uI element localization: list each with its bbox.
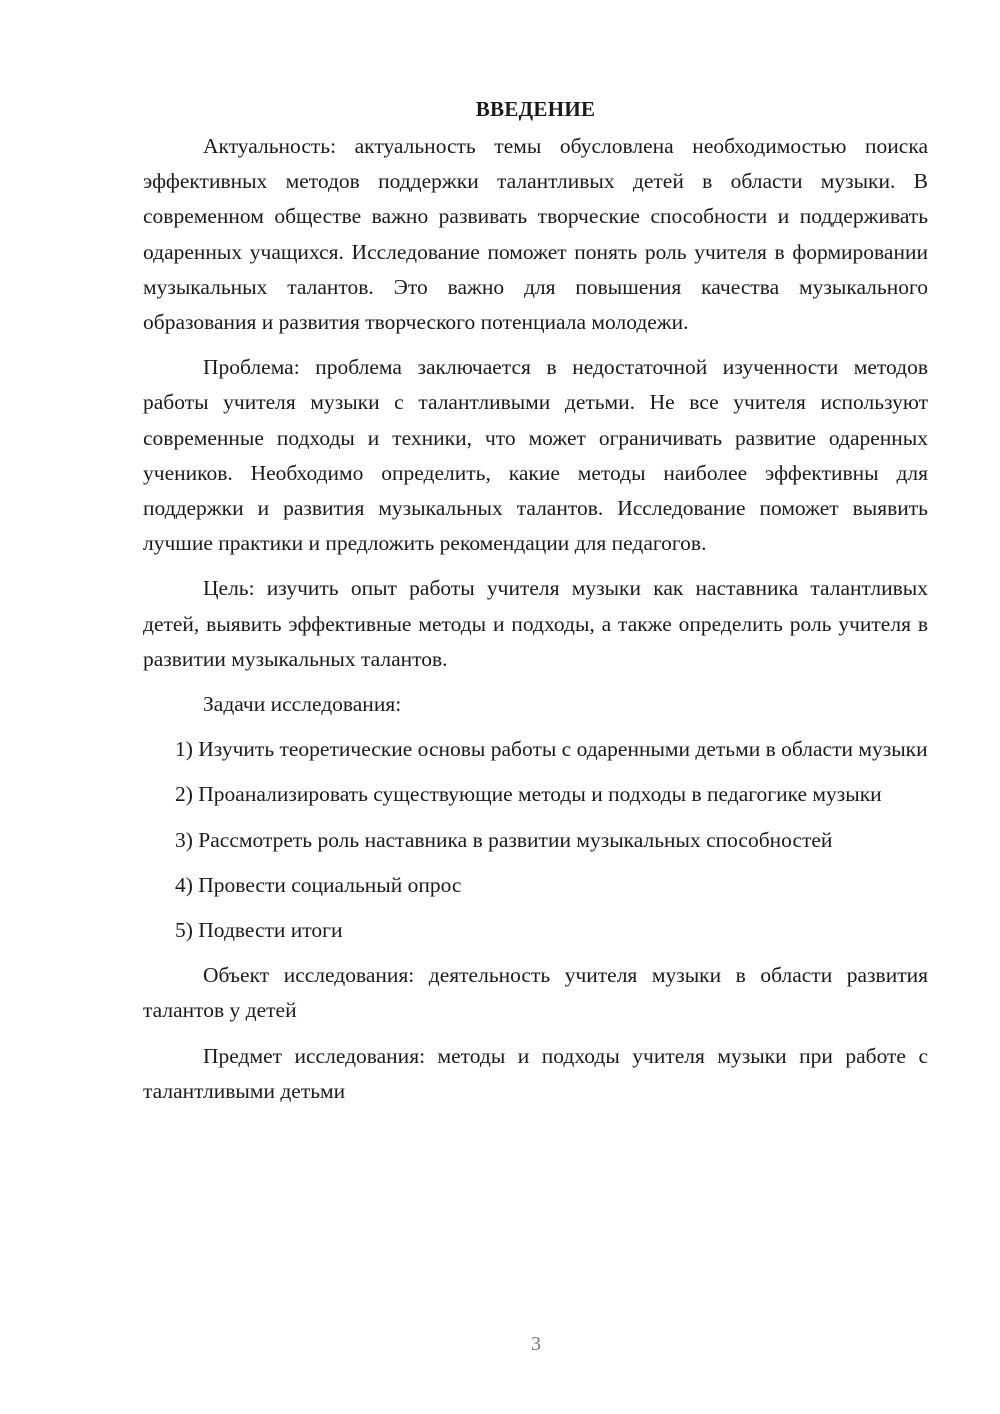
task-item: 2) Проанализировать существующие методы и подходы в педагогике музыки — [175, 782, 882, 807]
task-item: 4) Провести социальный опрос — [175, 872, 462, 897]
document-page — [143, 92, 928, 1119]
problem-paragraph: Проблема: проблема заключается в недостаточной изученности методов работы учителя музыки с талантливыми детьми. Не все учителя используют современные подходы и техники, что может ограничивать развитие одаренных учеников. Необходимо определить, какие методы наиболее эффективны для поддержки и развития музыкальных талантов. Исследование поможет выявить лучшие практики и предложить рекомендации для педагогов. — [143, 355, 928, 556]
task-item: 5) Подвести итоги — [175, 918, 343, 943]
task-item: 3) Рассмотреть роль наставника в развитии музыкальных способностей — [175, 827, 833, 852]
research-object-paragraph: Объект исследования: деятельность учителя музыки в области развития талантов у детей — [143, 963, 928, 1023]
task-item: 1) Изучить теоретические основы работы с одаренными детьми в области музыки — [175, 737, 928, 762]
tasks-heading: Задачи исследования: — [203, 692, 402, 717]
relevance-paragraph: Актуальность: актуальность темы обусловлена необходимостью поиска эффективных методов поддержки талантливых детей в области музыки. В современном обществе важно развивать творческие способности и поддерживать одаренных учащихся. Исследование поможет понять роль учителя в формировании музыкальных талантов. Это важно для повышения качества музыкального образования и развития творческого потенциала молодежи. — [143, 134, 928, 335]
goal-paragraph: Цель: изучить опыт работы учителя музыки как наставника талантливых детей, выявить эффективные методы и подходы, а также определить роль учителя в развитии музыкальных талантов. — [143, 576, 928, 671]
research-subject-paragraph: Предмет исследования: методы и подходы учителя музыки при работе с талантливыми детьми — [143, 1043, 928, 1103]
page-number: 3 — [531, 1333, 541, 1355]
page-title: ВВЕДЕНИЕ — [475, 97, 596, 121]
